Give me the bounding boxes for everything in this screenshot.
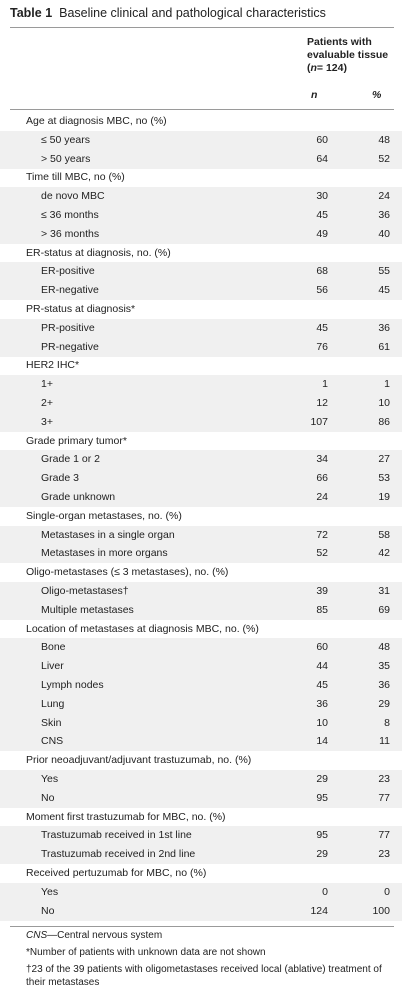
table-section-row xyxy=(0,620,402,639)
row-count: 24 xyxy=(316,491,328,503)
row-label: Lung xyxy=(41,697,65,710)
row-label: Prior neoadjuvant/adjuvant trastuzumab, no. (%) xyxy=(26,754,252,767)
row-label: Yes xyxy=(41,885,59,898)
table-section-row xyxy=(0,112,402,131)
table-row xyxy=(0,770,402,789)
row-count: 56 xyxy=(316,284,328,297)
table-row xyxy=(0,375,402,394)
group-header-line3: (n= 124) xyxy=(307,62,347,74)
row-label: Metastases in more organs xyxy=(41,547,168,560)
row-label: 3+ xyxy=(41,415,53,428)
top-rule xyxy=(10,27,394,28)
table-label: Table 1 xyxy=(10,6,53,20)
row-label: Grade primary tumor* xyxy=(26,434,127,447)
row-count: 10 xyxy=(316,716,328,729)
row-percent: 27 xyxy=(378,453,390,466)
row-label: de novo MBC xyxy=(41,190,105,203)
row-percent: 0 xyxy=(384,885,390,898)
row-count: 95 xyxy=(316,829,328,842)
row-label: Trastuzumab received in 2nd line xyxy=(41,848,196,861)
row-label: PR-negative xyxy=(41,340,99,353)
row-percent: 48 xyxy=(378,641,390,654)
row-percent: 35 xyxy=(378,660,390,673)
header-rule xyxy=(10,109,394,110)
row-count: 29 xyxy=(316,773,328,785)
row-label: Grade 1 or 2 xyxy=(41,453,100,466)
row-count: 72 xyxy=(316,528,328,541)
row-label: Oligo-metastases (≤ 3 metastases), no. (%) xyxy=(26,566,229,579)
row-label: Age at diagnosis MBC, no (%) xyxy=(26,115,167,127)
row-label: Lymph nodes xyxy=(41,679,104,691)
row-count: 39 xyxy=(316,585,328,597)
table-row xyxy=(0,450,402,469)
table-title: Baseline clinical and pathological characteristics xyxy=(59,6,326,20)
row-count: 107 xyxy=(310,415,328,428)
row-count: 45 xyxy=(316,209,328,221)
row-percent: 86 xyxy=(378,415,390,428)
table-section-row xyxy=(0,356,402,375)
row-label: ER-negative xyxy=(41,284,99,297)
row-count: 60 xyxy=(316,133,328,146)
table-row xyxy=(0,902,402,921)
row-count: 44 xyxy=(316,660,328,673)
row-label: Skin xyxy=(41,716,62,729)
row-label: Time till MBC, no (%) xyxy=(26,171,125,184)
row-percent: 77 xyxy=(378,791,390,804)
row-count: 60 xyxy=(316,641,328,654)
row-percent: 36 xyxy=(378,321,390,334)
table-row xyxy=(0,319,402,338)
row-label: ≤ 50 years xyxy=(41,133,90,146)
row-count: 45 xyxy=(316,321,328,334)
table-row xyxy=(0,714,402,733)
row-label: Bone xyxy=(41,641,66,654)
row-count: 66 xyxy=(316,472,328,485)
row-percent: 23 xyxy=(378,848,390,861)
row-count: 68 xyxy=(316,265,328,278)
row-label: Trastuzumab received in 1st line xyxy=(41,829,192,842)
row-label: No xyxy=(41,904,55,917)
row-percent: 77 xyxy=(378,829,390,842)
row-count: 64 xyxy=(316,152,328,165)
row-percent: 24 xyxy=(378,190,390,203)
group-header-line2: evaluable tissue xyxy=(307,49,389,61)
table-row xyxy=(0,544,402,563)
row-percent: 10 xyxy=(378,397,390,409)
table-row xyxy=(0,281,402,300)
table-row xyxy=(0,883,402,902)
row-count: 1 xyxy=(322,378,328,391)
row-percent: 40 xyxy=(378,227,390,240)
row-count: 95 xyxy=(316,791,328,804)
table-row xyxy=(0,676,402,695)
row-count: 45 xyxy=(316,679,328,691)
table-row xyxy=(0,601,402,620)
row-label: ≤ 36 months xyxy=(41,209,99,221)
row-percent: 31 xyxy=(378,585,390,597)
table-section-row xyxy=(0,507,402,526)
table-section-row xyxy=(0,432,402,451)
table-row xyxy=(0,394,402,413)
row-label: Oligo-metastases† xyxy=(41,585,129,597)
row-count: 12 xyxy=(316,397,328,409)
row-count: 76 xyxy=(316,340,328,353)
row-percent: 69 xyxy=(378,603,390,616)
row-percent: 36 xyxy=(378,679,390,691)
bottom-rule xyxy=(10,926,394,927)
row-count: 52 xyxy=(316,547,328,560)
row-percent: 36 xyxy=(378,209,390,221)
row-percent: 52 xyxy=(378,152,390,165)
row-label: Grade unknown xyxy=(41,491,116,503)
table-row xyxy=(0,826,402,845)
row-count: 30 xyxy=(316,190,328,203)
row-percent: 61 xyxy=(378,340,390,353)
row-count: 34 xyxy=(316,453,328,466)
table-row xyxy=(0,845,402,864)
row-label: Location of metastases at diagnosis MBC, no. (%) xyxy=(26,622,259,635)
table-section-row xyxy=(0,808,402,827)
footnote-cns: CNS—Central nervous system xyxy=(26,930,163,941)
col-header-n: n xyxy=(311,89,318,101)
table-row xyxy=(0,732,402,751)
table-section-row xyxy=(0,168,402,187)
row-percent: 48 xyxy=(378,133,390,146)
table-section-row xyxy=(0,751,402,770)
row-label: No xyxy=(41,791,55,804)
row-percent: 8 xyxy=(384,716,390,729)
footnote-dagger: †23 of the 39 patients with oligometastases received local (ablative) treatment of their metastases xyxy=(26,964,382,988)
row-percent: 42 xyxy=(378,547,390,560)
row-percent: 58 xyxy=(378,528,390,541)
table-section-row xyxy=(0,244,402,263)
row-label: Single-organ metastases, no. (%) xyxy=(26,509,182,522)
row-label: PR-status at diagnosis* xyxy=(26,303,136,315)
row-count: 49 xyxy=(316,227,328,240)
row-label: Grade 3 xyxy=(41,472,79,485)
row-label: ER-status at diagnosis, no. (%) xyxy=(26,246,171,259)
row-label: Yes xyxy=(41,773,59,785)
row-percent: 19 xyxy=(378,491,390,503)
row-count: 0 xyxy=(322,885,328,898)
row-label: ER-positive xyxy=(41,265,95,278)
row-label: CNS xyxy=(41,735,64,748)
row-percent: 53 xyxy=(378,472,390,485)
table-row xyxy=(0,131,402,150)
table-row xyxy=(0,638,402,657)
row-percent: 11 xyxy=(379,735,390,748)
table-row xyxy=(0,789,402,808)
row-count: 36 xyxy=(316,697,328,710)
table-row xyxy=(0,526,402,545)
table-row xyxy=(0,338,402,357)
row-label: HER2 IHC* xyxy=(26,359,80,372)
table-section-row xyxy=(0,300,402,319)
row-count: 29 xyxy=(316,848,328,861)
row-label: Moment first trastuzumab for MBC, no. (%) xyxy=(26,810,226,823)
table-row xyxy=(0,206,402,225)
row-label: Liver xyxy=(41,660,64,673)
table-row xyxy=(0,469,402,488)
row-label: Metastases in a single organ xyxy=(41,528,175,541)
group-header xyxy=(307,36,397,75)
row-percent: 1 xyxy=(384,378,390,391)
row-percent: 23 xyxy=(378,773,390,785)
table-row xyxy=(0,413,402,432)
table-caption xyxy=(10,6,326,20)
table-section-row xyxy=(0,864,402,883)
row-label: 2+ xyxy=(41,397,53,409)
row-label: Received pertuzumab for MBC, no (%) xyxy=(26,867,207,879)
row-label: > 36 months xyxy=(41,227,100,240)
row-percent: 29 xyxy=(378,697,390,710)
row-percent: 100 xyxy=(372,904,390,917)
row-percent: 55 xyxy=(378,265,390,278)
table-row xyxy=(0,488,402,507)
row-count: 124 xyxy=(310,904,328,917)
table-section-row xyxy=(0,563,402,582)
table-row xyxy=(0,150,402,169)
table-row xyxy=(0,657,402,676)
footnote-star: *Number of patients with unknown data are not shown xyxy=(26,947,266,958)
row-label: > 50 years xyxy=(41,152,91,165)
row-percent: 45 xyxy=(378,284,390,297)
row-label: Multiple metastases xyxy=(41,603,134,616)
table-row xyxy=(0,262,402,281)
group-header-line1: Patients with xyxy=(307,36,372,48)
col-header-pct: % xyxy=(372,89,382,101)
table-row xyxy=(0,225,402,244)
row-count: 85 xyxy=(316,603,328,616)
row-count: 14 xyxy=(316,735,328,748)
table-row xyxy=(0,582,402,601)
row-label: 1+ xyxy=(41,378,53,391)
row-label: PR-positive xyxy=(41,321,95,334)
table-row xyxy=(0,187,402,206)
table-row xyxy=(0,695,402,714)
